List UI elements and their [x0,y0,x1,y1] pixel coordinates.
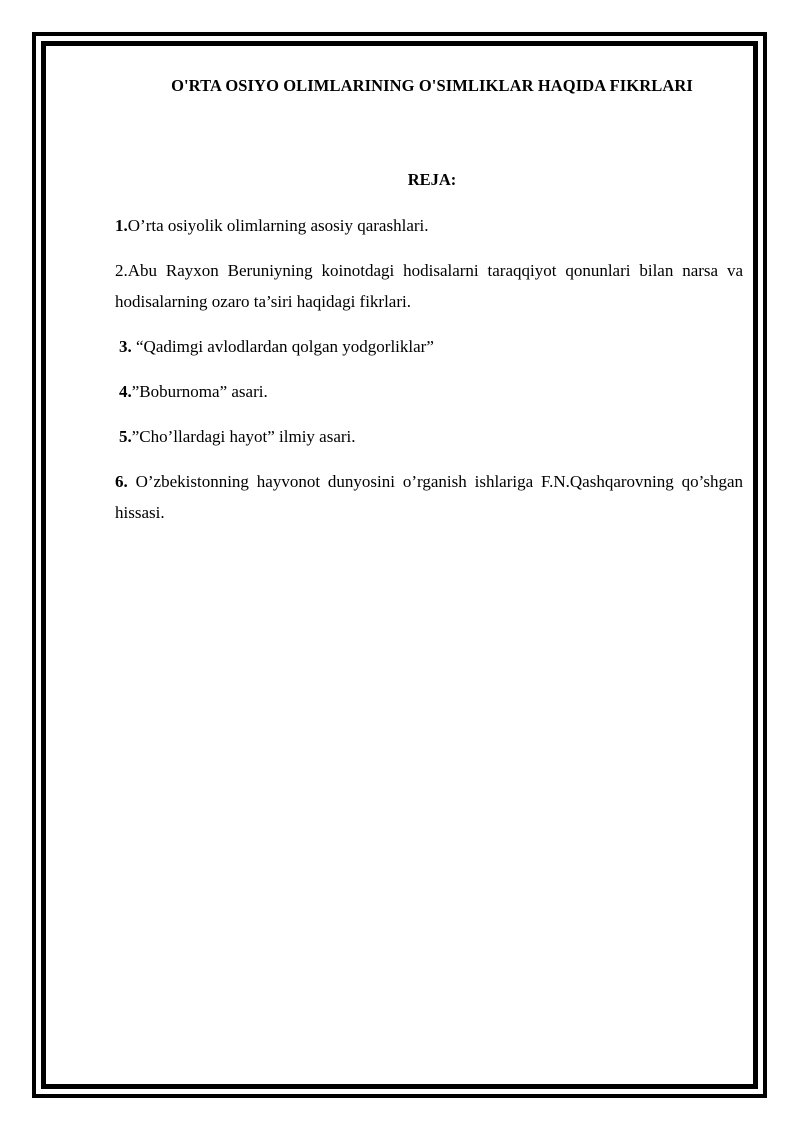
plan-item-number: 1. [115,216,128,235]
plan-item-text: O’rta osiyolik olimlarning asosiy qarashlari. [127,216,429,235]
plan-item-1 [115,210,743,241]
plan-item-number: 3. [119,337,132,356]
plan-item-text: ”Cho’llardagi hayot” ilmiy asari. [131,427,356,446]
plan-list [115,210,743,542]
plan-item-4 [115,376,743,407]
plan-item-number: 5. [119,427,132,446]
plan-item-number: 6. [115,472,128,491]
plan-item-5 [115,421,743,452]
document-title: O'RTA OSIYO OLIMLARINING O'SIMLIKLAR HAQIDA FIKRLARI [171,76,693,95]
plan-heading: REJA: [407,170,457,189]
page-border-inner [41,41,758,1089]
plan-item-text: ”Boburnoma” asari. [131,382,268,401]
plan-item-2 [115,255,743,317]
plan-item-text: “Qadimgi avlodlardan qolgan yodgorliklar” [131,337,434,356]
plan-item-number: 2. [115,261,128,280]
plan-item-3 [115,331,743,362]
plan-item-6 [115,466,743,528]
plan-item-text: O’zbekistonning hayvonot dunyosini o’rganish ishlariga F.N.Qashqarovning qo’shgan hissasi. [115,472,743,522]
plan-item-number: 4. [119,382,132,401]
plan-item-text: Abu Rayxon Beruniyning koinotdagi hodisalarni taraqqiyot qonunlari bilan narsa va hodisalarning ozaro ta’siri haqidagi fikrlari. [115,261,743,311]
